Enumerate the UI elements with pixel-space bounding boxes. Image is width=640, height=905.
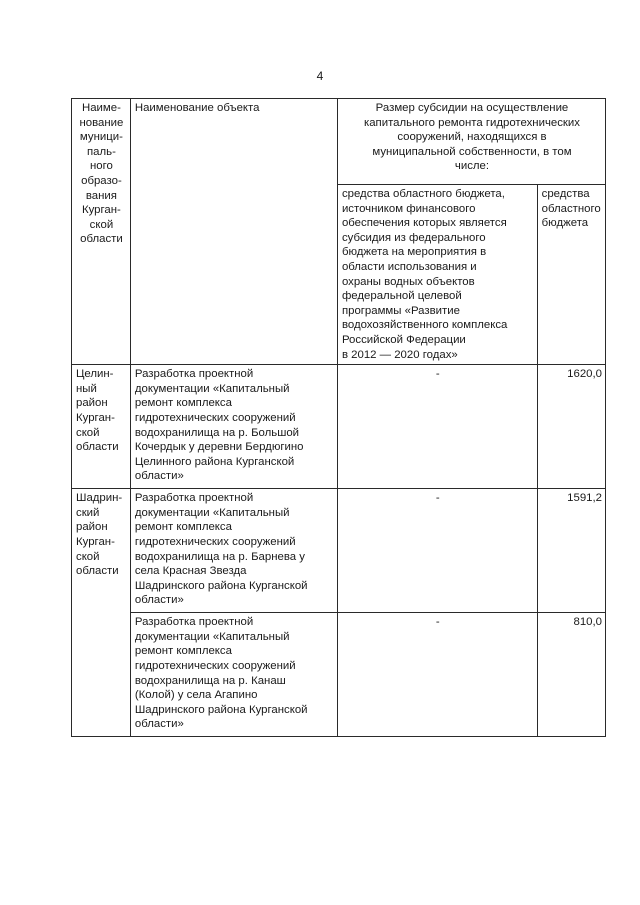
row-municipality: Шадрин- ский район Курган- ской области <box>72 489 131 737</box>
row-object: Разработка проектной документации «Капитальный ремонт комплекса гидротехнических сооружений водохранилища на р. Барнева у села Красная Звезда Шадринского района Курганской области» <box>130 489 337 613</box>
table-row <box>72 365 606 489</box>
row-regional-value: 810,0 <box>537 613 605 737</box>
header-regional-budget: средства областного бюджета <box>537 185 605 365</box>
table-row <box>72 613 606 737</box>
row-regional-value: 1620,0 <box>537 365 605 489</box>
page-number: 4 <box>316 69 324 83</box>
row-federal-value: - <box>337 489 537 613</box>
row-federal-value: - <box>337 613 537 737</box>
header-municipality: Наиме- нование муници- паль- ного образо- вания Курган- ской области <box>72 99 131 365</box>
header-object: Наименование объекта <box>130 99 337 365</box>
row-municipality: Целин- ный район Курган- ской области <box>72 365 131 489</box>
row-federal-value: - <box>337 365 537 489</box>
table-row <box>72 489 606 613</box>
subsidy-table <box>71 98 606 737</box>
header-federal-source: средства областного бюджета, источником финансового обеспечения которых является субсидия из федерального бюджета на мероприятия в области использования и охраны водных объектов федеральной целевой программы «Развитие водохозяйственного комплекса Российской Федерации в 2012 — 2020 годах» <box>337 185 537 365</box>
row-object: Разработка проектной документации «Капитальный ремонт комплекса гидротехнических сооружений водохранилища на р. Большой Кочердык у деревни Бердюгино Целинного района Курганской области» <box>130 365 337 489</box>
header-subsidy-amount: Размер субсидии на осуществление капитального ремонта гидротехнических сооружений, находящихся в муниципальной собственности, в том числе: <box>337 99 605 185</box>
table-header-row <box>72 99 606 185</box>
row-object: Разработка проектной документации «Капитальный ремонт комплекса гидротехнических сооружений водохранилища на р. Канаш (Колой) у села Агапино Шадринского района Курганской области» <box>130 613 337 737</box>
row-regional-value: 1591,2 <box>537 489 605 613</box>
